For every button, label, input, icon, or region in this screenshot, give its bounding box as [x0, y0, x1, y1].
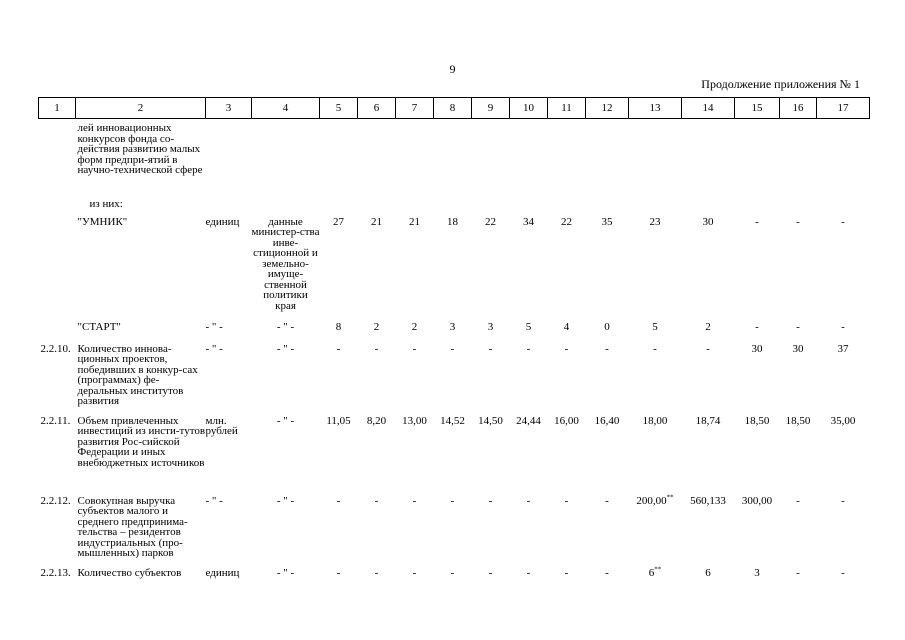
footnote-mark: **: [654, 564, 662, 573]
cell-value: -: [841, 494, 845, 507]
cell-value: 21: [371, 215, 382, 228]
cell-value: 14,52: [440, 414, 465, 427]
cell-value: -: [526, 566, 531, 579]
cell-value: 6: [705, 566, 711, 579]
cell-value: -: [374, 342, 379, 355]
col-header: 2: [76, 98, 206, 119]
cell-value: [434, 119, 472, 199]
cell-value: [358, 199, 396, 217]
row-unit: - " -: [205, 342, 223, 355]
cell-value: 35,00: [830, 414, 856, 427]
row-unit: - " -: [205, 494, 223, 507]
cell-value: -: [450, 494, 455, 507]
row-name: Количество иннова-ционных проектов, победивших в конкур-сах (программах) фе-деральных институтов развития: [77, 342, 198, 407]
cell-value: [472, 119, 510, 199]
cell-value: [682, 119, 735, 199]
row-unit: единиц: [205, 215, 240, 228]
cell-value: 300,00: [741, 494, 773, 507]
cell-value: 3: [449, 320, 456, 333]
cell-value: -: [605, 566, 609, 579]
cell-value: 23: [649, 215, 661, 228]
cell-value: [548, 119, 586, 199]
cell-value: 18,74: [695, 414, 721, 427]
cell-value: 5: [525, 320, 532, 333]
cell-value: -: [796, 215, 800, 228]
cell-value: [510, 119, 548, 199]
table-row: [39, 568, 870, 590]
table-row: [39, 217, 870, 322]
cell-value: -: [796, 320, 800, 333]
row-source: - " -: [276, 342, 295, 355]
row-unit: [206, 119, 252, 199]
row-name: "СТАРТ": [77, 320, 121, 333]
col-header: 1: [39, 98, 76, 119]
col-header: 5: [320, 98, 358, 119]
cell-value: -: [412, 566, 417, 579]
cell-value: -: [796, 494, 800, 507]
cell-value: [320, 119, 358, 199]
cell-value: -: [488, 494, 493, 507]
cell-value: 8,20: [366, 414, 387, 427]
cell-value: 0: [604, 320, 610, 333]
col-header: 13: [629, 98, 682, 119]
cell-value: -: [450, 342, 455, 355]
cell-value: 16,00: [554, 414, 579, 427]
cell-value: [434, 199, 472, 217]
cell-value: 18,00: [642, 414, 668, 427]
col-header: 3: [206, 98, 252, 119]
row-name: лей инновационных конкурсов фонда со-действия развитию малых форм предпри-ятий в научно-технической сфере: [77, 122, 203, 176]
cell-value: [586, 199, 629, 217]
cell-value: -: [841, 566, 845, 579]
row-id: 2.2.10.: [40, 342, 71, 355]
cell-value: -: [796, 566, 800, 579]
cell-value: 30: [792, 342, 804, 355]
cell-value: 3: [487, 320, 494, 333]
cell-value: -: [564, 342, 569, 355]
row-source: - " -: [276, 320, 295, 333]
row-id: [39, 322, 76, 344]
cell-value: 200,00**: [636, 492, 674, 507]
cell-value: -: [605, 342, 609, 355]
row-source: [252, 199, 320, 217]
cell-value: -: [706, 342, 710, 355]
footnote-mark: **: [666, 492, 674, 501]
cell-value: [780, 199, 817, 217]
row-id: [39, 199, 76, 217]
cell-value: -: [564, 566, 569, 579]
cell-value: -: [755, 320, 759, 333]
col-header: 9: [472, 98, 510, 119]
cell-value: 4: [563, 320, 570, 333]
cell-value: 34: [523, 215, 534, 228]
cell-value: 22: [561, 215, 572, 228]
cell-value: 11,05: [326, 414, 351, 427]
row-source: - " -: [276, 414, 295, 427]
row-unit: млн. рублей: [205, 414, 238, 437]
cell-value: 18: [447, 215, 458, 228]
cell-value: 18,50: [744, 414, 770, 427]
row-unit: [206, 199, 252, 217]
col-header: 10: [510, 98, 548, 119]
table-row: [39, 416, 870, 496]
cell-value: 14,50: [478, 414, 503, 427]
cell-value: -: [374, 566, 379, 579]
cell-value: [817, 119, 870, 199]
cell-value: [586, 119, 629, 199]
cell-value: -: [374, 494, 379, 507]
cell-value: -: [564, 494, 569, 507]
row-id: [39, 217, 76, 322]
cell-value: 18,50: [785, 414, 811, 427]
cell-value: 13,00: [402, 414, 427, 427]
page-number: 9: [449, 62, 456, 76]
col-header: 12: [586, 98, 629, 119]
row-unit: - " -: [205, 320, 223, 333]
cell-value: -: [841, 320, 845, 333]
cell-value: [510, 199, 548, 217]
cell-value: 5: [652, 320, 658, 333]
cell-value: 2: [705, 320, 711, 333]
cell-value: [735, 199, 780, 217]
cell-value: 24,44: [516, 414, 541, 427]
row-source: - " -: [276, 494, 295, 507]
cell-value: 21: [409, 215, 420, 228]
cell-value: -: [336, 342, 341, 355]
cell-value: -: [488, 566, 493, 579]
row-name: Объем привлеченных инвестиций из инсти-тутов развития Рос-сийской Федерации и иных внебюджетных источников: [77, 414, 206, 469]
cell-value: -: [412, 494, 417, 507]
cell-value: -: [336, 494, 341, 507]
cell-value: [396, 199, 434, 217]
cell-value: 37: [837, 342, 849, 355]
col-header: 4: [252, 98, 320, 119]
row-id: 2.2.12.: [40, 494, 71, 507]
cell-value: 2: [411, 320, 418, 333]
cell-value: -: [605, 494, 609, 507]
cell-value: -: [841, 215, 845, 228]
cell-value: 35: [601, 215, 613, 228]
cell-value: -: [526, 494, 531, 507]
col-header: 14: [682, 98, 735, 119]
cell-value: 2: [373, 320, 380, 333]
cell-value: 22: [485, 215, 496, 228]
header-row: [39, 98, 870, 119]
cell-value: -: [653, 342, 657, 355]
cell-value: [396, 119, 434, 199]
col-header: 16: [780, 98, 817, 119]
cell-value: -: [755, 215, 759, 228]
data-table: [38, 97, 870, 590]
col-header: 6: [358, 98, 396, 119]
cell-value: [780, 119, 817, 199]
row-id: 2.2.11.: [40, 414, 71, 427]
row-source: данные министер-ства инве-стиционной и земельно-имуще-ственной политики края: [251, 215, 320, 312]
cell-value: [320, 199, 358, 217]
row-id: [39, 119, 76, 199]
table-row: [39, 344, 870, 416]
cell-value: 3: [754, 566, 760, 579]
cell-value: 30: [702, 215, 714, 228]
cell-value: [472, 199, 510, 217]
cell-value: -: [450, 566, 455, 579]
table-row: [39, 322, 870, 344]
cell-value: 16,40: [594, 414, 620, 427]
col-header: 15: [735, 98, 780, 119]
row-name: из них:: [89, 197, 123, 210]
row-source: - " -: [276, 566, 295, 579]
cell-value: [682, 199, 735, 217]
col-header: 11: [548, 98, 586, 119]
table-row: [39, 119, 870, 199]
cell-value: [629, 119, 682, 199]
col-header: 7: [396, 98, 434, 119]
row-name: Совокупная выручка субъектов малого и среднего предпринима-тельства – резидентов индустриальных (про-мышленных) парков: [77, 494, 188, 559]
col-header: 17: [817, 98, 870, 119]
cell-value: [548, 199, 586, 217]
cell-value: 6**: [648, 564, 662, 579]
appendix-label: Продолжение приложения № 1: [701, 77, 860, 91]
row-source: [252, 119, 320, 199]
row-unit: единиц: [205, 566, 240, 579]
cell-value: 8: [335, 320, 342, 333]
cell-value: -: [412, 342, 417, 355]
cell-value: -: [526, 342, 531, 355]
cell-value: 30: [751, 342, 763, 355]
cell-value: [735, 119, 780, 199]
col-header: 8: [434, 98, 472, 119]
cell-value: 27: [333, 215, 344, 228]
row-name: Количество субъектов: [77, 566, 182, 579]
table-row: [39, 496, 870, 568]
cell-value: [629, 199, 682, 217]
table-row: [39, 199, 870, 217]
cell-value: [358, 119, 396, 199]
row-name: "УМНИК": [77, 215, 128, 228]
cell-value: [817, 199, 870, 217]
cell-value: 560,133: [690, 494, 726, 507]
cell-value: -: [488, 342, 493, 355]
row-id: 2.2.13.: [40, 566, 71, 579]
cell-value: -: [336, 566, 341, 579]
